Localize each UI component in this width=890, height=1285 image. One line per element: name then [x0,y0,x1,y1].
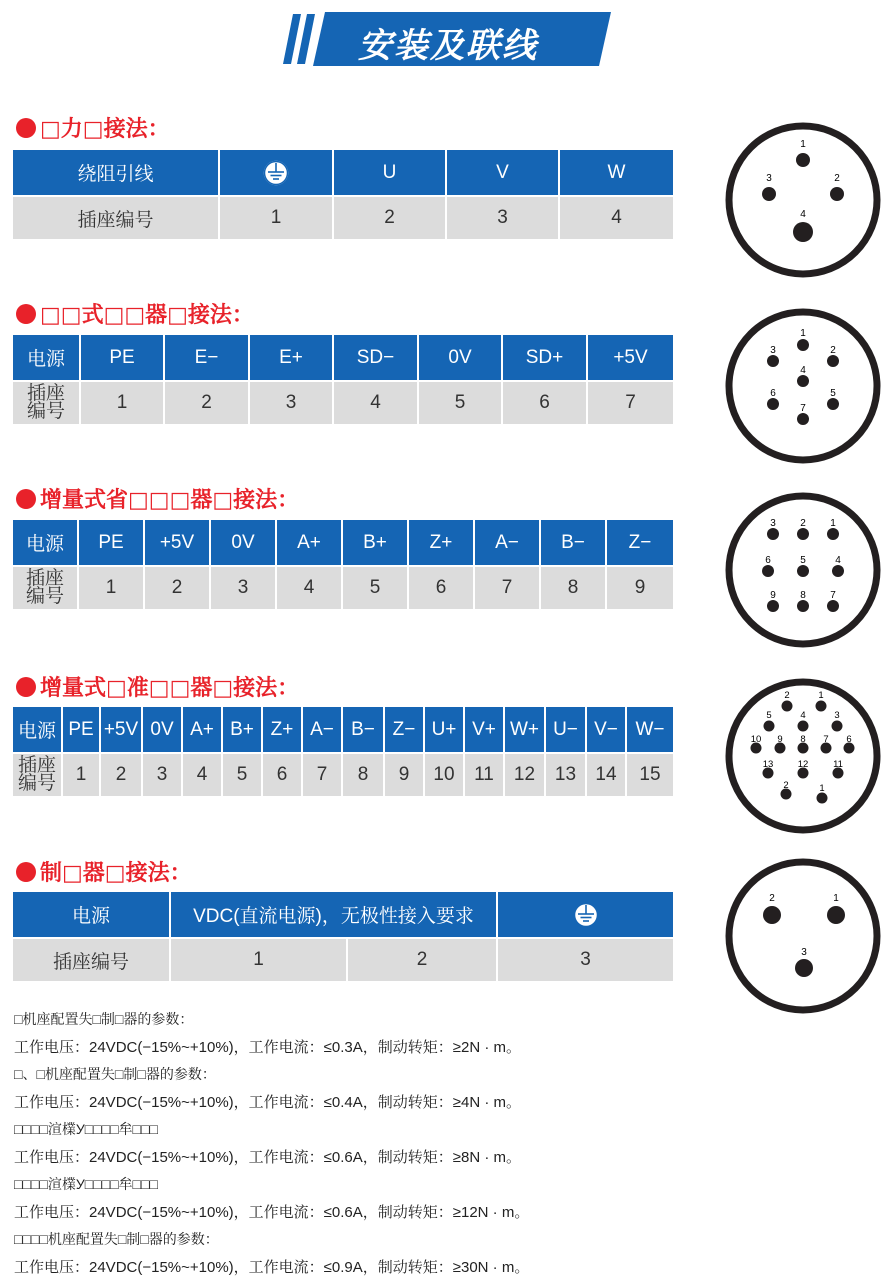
pin-label: 6 [770,388,776,399]
header-cell: A− [475,520,541,565]
header-cell: 0V [211,520,277,565]
power-wiring-table [13,150,673,239]
row-cell: 1 [79,565,145,609]
header-cell: V− [587,707,627,752]
row-cell: 1 [171,937,348,981]
table-header-row [13,150,673,195]
header-cell: U− [546,707,587,752]
incremental-wire-saving-table [13,520,673,609]
heading-text: □□式□□器□接法： [40,303,254,328]
bullet-dot-icon [16,862,36,882]
row-label-line: 编号 [17,773,56,794]
pin-label: 2 [783,780,789,791]
note-line: □、□机座配置失□制□器的参数： [14,1066,216,1082]
row-cell: 14 [587,752,627,796]
header-cell: Z+ [409,520,475,565]
note-line: 工作电压：24VDC(−15%~+10%)，工作电流：≤0.9A，制动转矩：≥30N · m。 [14,1258,530,1276]
header-cell: PE [81,335,165,380]
pin-label: 5 [766,710,772,721]
row-cell: 6 [503,380,588,424]
table-row [13,195,673,239]
section-heading-brake [16,856,192,887]
row-cell: 15 [627,752,673,796]
header-cell: V [447,150,560,195]
row-cell: 13 [546,752,587,796]
section-heading-incremental-standard [16,671,299,702]
header-cell: V+ [465,707,505,752]
row-cell: 5 [223,752,263,796]
header-cell: 电源 [13,707,63,752]
row-cell: 5 [419,380,503,424]
ground-cell [498,892,673,937]
pin-label: 8 [800,590,806,601]
connector-15pin-icon [725,678,881,834]
pin-label: 5 [830,388,836,399]
bullet-dot-icon [16,304,36,324]
pin-label: 7 [830,590,836,601]
ground-cell [220,150,334,195]
header-cell: W [560,150,673,195]
row-cell: 7 [588,380,673,424]
header-cell: U+ [425,707,465,752]
pin-label: 1 [800,139,806,150]
heading-text: 制□器□接法： [40,861,192,886]
brake-parameters-notes [14,1006,884,1281]
connector-4pin-icon [725,122,881,278]
pin-label: 2 [830,345,836,356]
note-line: 工作电压：24VDC(−15%~+10%)，工作电流：≤0.3A，制动转矩：≥2N · m。 [14,1038,521,1056]
heading-text: □力□接法： [40,117,170,142]
pin-label: 3 [770,345,776,356]
row-cell: 9 [385,752,425,796]
pin-label: 1 [833,893,839,904]
pin-label: 4 [800,365,806,376]
pin-label: 10 [750,734,762,745]
header-cell: Z− [385,707,425,752]
row-cell: 2 [334,195,447,239]
row-label-line: 编号 [26,401,65,422]
header-cell: W+ [505,707,546,752]
row-cell: 3 [498,937,673,981]
pin-label: 4 [835,555,841,566]
header-cell: +5V [588,335,673,380]
pin-label: 12 [797,759,809,770]
row-cell: 1 [63,752,101,796]
heading-text: 增量式□准□□器□接法： [40,676,300,701]
pin-label: 7 [823,734,829,745]
header-cell: VDC(直流电源)，无极性接入要求 [171,892,498,937]
pin-label: 5 [800,555,806,566]
bullet-dot-icon [16,118,36,138]
absolute-encoder-table [13,335,673,424]
pin-label: 9 [777,734,783,745]
row-cell: 7 [303,752,343,796]
pin-label: 4 [800,209,806,220]
row-cell: 2 [101,752,143,796]
note-line: 工作电压：24VDC(−15%~+10%)，工作电流：≤0.4A，制动转矩：≥4N · m。 [14,1093,521,1111]
header-cell: 0V [419,335,503,380]
table-row [13,380,673,424]
note-line: 工作电压：24VDC(−15%~+10%)，工作电流：≤0.6A，制动转矩：≥12N · m。 [14,1203,530,1221]
row-cell: 插座编号 [13,937,171,981]
pin-label: 1 [800,328,806,339]
header-cell: U [334,150,447,195]
header-cell: 0V [143,707,183,752]
header-cell: A− [303,707,343,752]
note-line: □□□□机座配置失□制□器的参数： [14,1231,219,1247]
pin-label: 3 [801,947,807,958]
pin-label: 1 [830,518,836,529]
header-cell: B+ [343,520,409,565]
row-label-line: 插座 [25,568,64,589]
pin-label: 3 [834,710,840,721]
note-line: □□□□渲檏У□□□□牟□□□ [14,1121,158,1137]
row-label-cell [13,380,81,424]
row-cell: 6 [409,565,475,609]
section-heading-incremental-wire-saving [16,483,299,514]
row-label-cell [13,752,63,796]
table-row [13,937,673,981]
row-label-cell [13,565,79,609]
row-label-line: 编号 [25,586,64,607]
row-cell: 11 [465,752,505,796]
row-cell: 5 [343,565,409,609]
header-cell: B+ [223,707,263,752]
row-cell: 10 [425,752,465,796]
row-cell: 7 [475,565,541,609]
pin-label: 2 [784,690,790,701]
bullet-dot-icon [16,489,36,509]
note-line: □机座配置失□制□器的参数： [14,1011,194,1027]
header-cell: 电源 [13,892,171,937]
header-cell: B− [541,520,607,565]
ground-icon [573,902,599,928]
connector-3pin-icon [725,858,881,1014]
table-header-row [13,520,673,565]
row-cell: 2 [348,937,498,981]
pin-label: 2 [834,173,840,184]
pin-label: 2 [769,893,775,904]
header-cell: +5V [101,707,143,752]
table-header-row [13,707,673,752]
pin-label: 9 [770,590,776,601]
row-cell: 4 [277,565,343,609]
header-cell: PE [79,520,145,565]
note-line: □□□□渲檏У□□□□牟□□□ [14,1176,158,1192]
row-cell: 12 [505,752,546,796]
banner-title: 安装及联线 [358,26,538,66]
row-cell: 4 [560,195,673,239]
row-label-line: 插座 [17,755,56,776]
heading-text: 增量式省□□□器□接法： [40,488,300,513]
pin-label: 1 [818,690,824,701]
row-cell: 2 [145,565,211,609]
row-cell: 4 [183,752,223,796]
pin-label: 3 [766,173,772,184]
pin-label: 6 [765,555,771,566]
row-cell: 3 [143,752,183,796]
header-cell: +5V [145,520,211,565]
header-cell: B− [343,707,385,752]
row-cell: 插座编号 [13,195,220,239]
pin-label: 2 [800,518,806,529]
header-cell: SD− [334,335,419,380]
brake-wiring-table [13,892,673,981]
row-cell: 8 [541,565,607,609]
header-cell: W− [627,707,673,752]
table-row [13,752,673,796]
row-cell: 4 [334,380,419,424]
row-cell: 9 [607,565,673,609]
header-cell: Z+ [263,707,303,752]
header-cell: SD+ [503,335,588,380]
pin-label: 11 [833,759,843,770]
page-banner [283,8,613,68]
table-header-row [13,892,673,937]
header-cell: 绕阻引线 [13,150,220,195]
row-cell: 8 [343,752,385,796]
section-heading-absolute-encoder [16,298,254,329]
header-cell: PE [63,707,101,752]
header-cell: A+ [277,520,343,565]
table-row [13,565,673,609]
pin-label: 13 [762,759,774,770]
pin-label: 6 [846,734,852,745]
header-cell: Z− [607,520,673,565]
bullet-dot-icon [16,677,36,697]
pin-label: 3 [770,518,776,529]
header-cell: E− [165,335,250,380]
pin-label: 1 [819,783,825,794]
header-cell: E+ [250,335,334,380]
header-cell: 电源 [13,520,79,565]
header-cell: 电源 [13,335,81,380]
header-cell: A+ [183,707,223,752]
connector-7pin-icon [725,308,881,464]
note-line: 工作电压：24VDC(−15%~+10%)，工作电流：≤0.6A，制动转矩：≥8N · m。 [14,1148,521,1166]
row-cell: 6 [263,752,303,796]
row-cell: 3 [211,565,277,609]
row-label-line: 插座 [26,383,65,404]
pin-label: 4 [800,710,806,721]
row-cell: 3 [447,195,560,239]
row-cell: 2 [165,380,250,424]
table-header-row [13,335,673,380]
pin-label: 8 [800,734,806,745]
ground-icon [263,160,289,186]
connector-9pin-icon [725,492,881,648]
row-cell: 1 [81,380,165,424]
row-cell: 3 [250,380,334,424]
pin-label: 7 [800,403,806,414]
incremental-standard-table [13,707,673,796]
section-heading-power [16,112,170,143]
row-cell: 1 [220,195,334,239]
